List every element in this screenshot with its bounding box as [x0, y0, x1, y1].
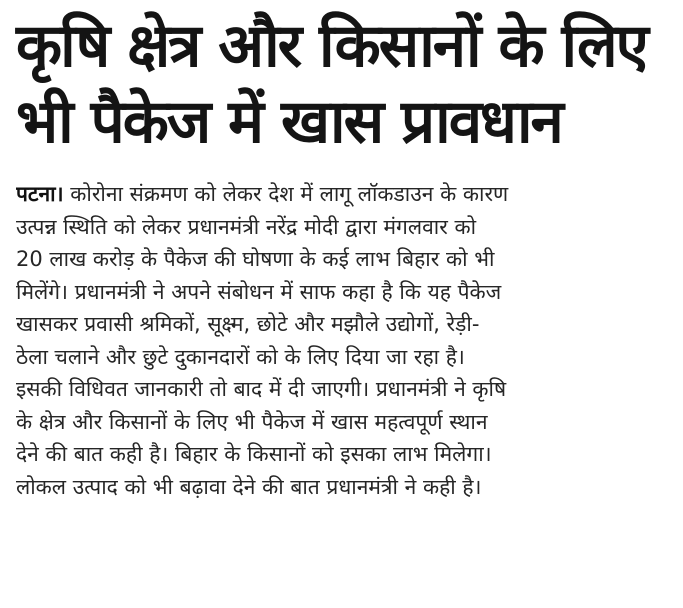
body-line: लोकल उत्पाद को भी बढ़ावा देने की बात प्रधानमंत्री ने कही है। [16, 474, 482, 499]
body-line [16, 178, 673, 211]
article-body [16, 178, 673, 503]
body-line: उत्पन्न स्थिति को लेकर प्रधानमंत्री नरेंद्र मोदी द्वारा मंगलवार को [16, 214, 477, 239]
headline-line-2: भी पैकेज में खास प्रावधान [16, 87, 562, 157]
body-line: खासकर प्रवासी श्रमिकों, सूक्ष्म, छोटे और मझौले उद्योगों, रेड़ी- [16, 312, 480, 336]
dateline: पटना। [16, 182, 64, 206]
headline-line-1: कृषि क्षेत्र और किसानों के लिए [16, 11, 647, 81]
body-line: ठेला चलाने और छुटे दुकानदारों को के लिए दिया जा रहा है। [16, 344, 465, 369]
body-line: इसकी विधिवत जानकारी तो बाद में दी जाएगी। प्रधानमंत्री ने कृषि [16, 377, 507, 401]
body-line: 20 लाख करोड़ के पैकेज की घोषणा के कई लाभ बिहार को भी [16, 247, 495, 271]
body-line: मिलेंगे। प्रधानमंत्री ने अपने संबोधन में साफ कहा है कि यह पैकेज [16, 279, 502, 304]
body-line: के क्षेत्र और किसानों के लिए भी पैकेज में खास महत्वपूर्ण स्थान [16, 409, 488, 434]
body-line-text: कोरोना संक्रमण को लेकर देश में लागू लॉकडाउन के कारण [70, 182, 509, 206]
body-line: देने की बात कही है। बिहार के किसानों को इसका लाभ मिलेगा। [16, 442, 492, 466]
article-headline [16, 8, 673, 160]
